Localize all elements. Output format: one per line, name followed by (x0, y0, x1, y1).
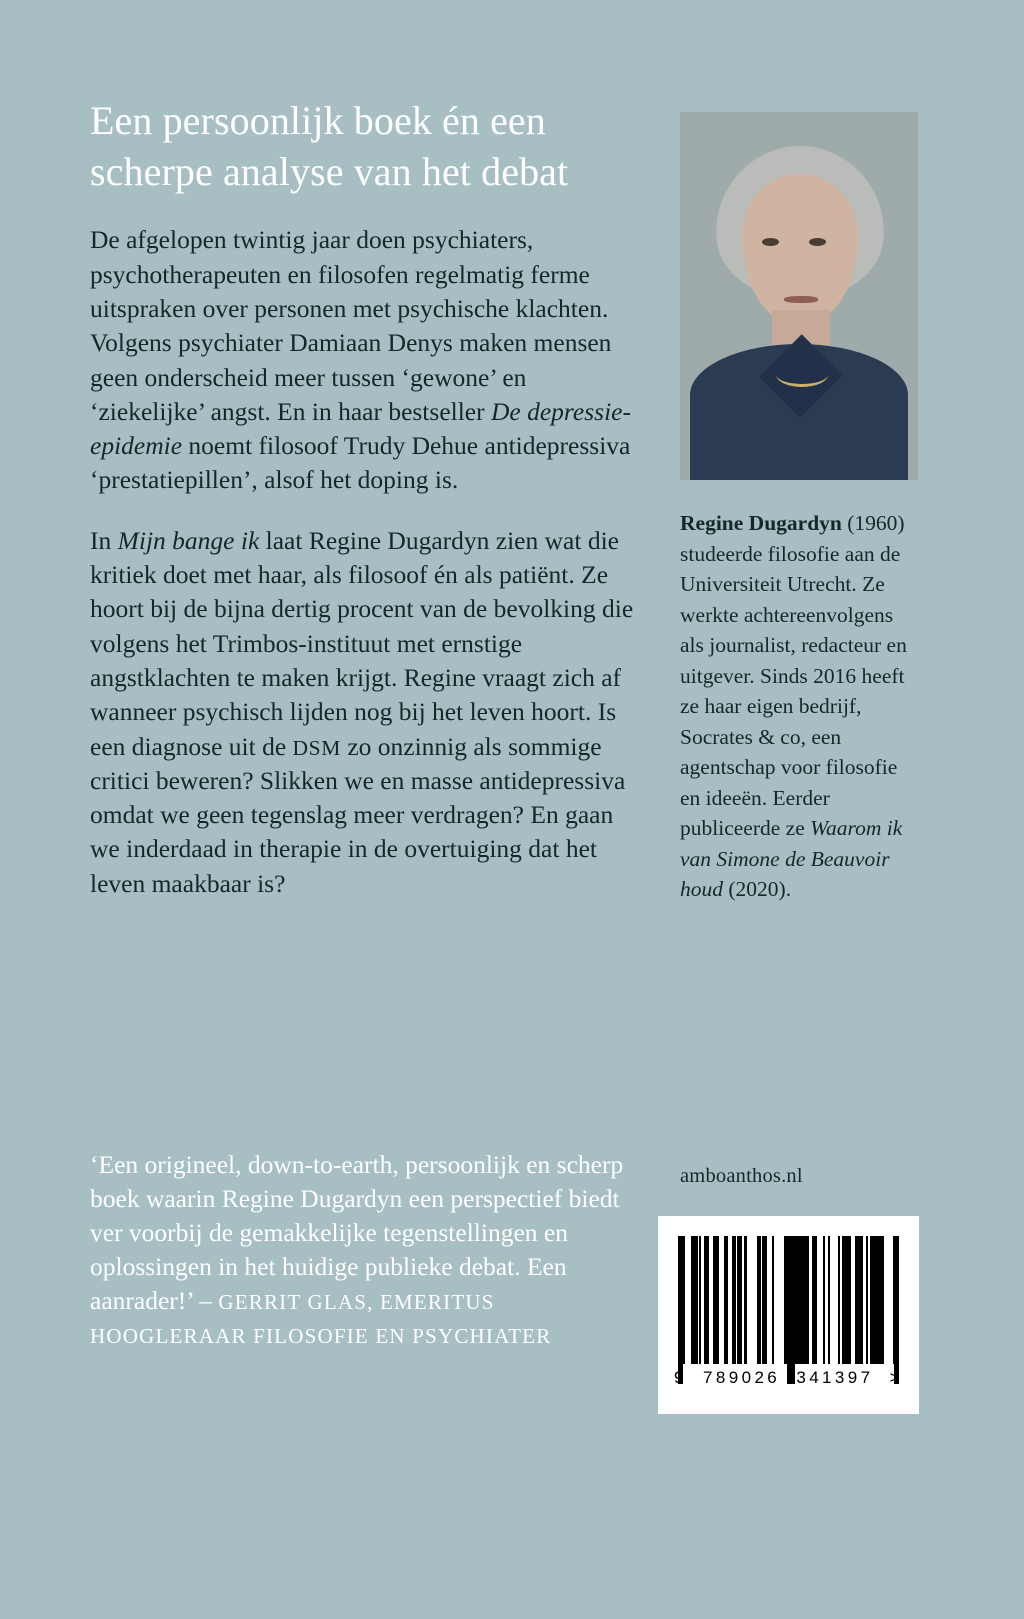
photo-necklace (776, 362, 828, 387)
author-bio-post: (2020). (723, 877, 792, 902)
author-previous-book-title: Waarom ik van Simone de Beauvoir houd (680, 816, 903, 902)
barcode-digit-group-mid: 789026 (703, 1368, 781, 1387)
barcode-digits (674, 1368, 903, 1388)
author-photo (680, 112, 918, 480)
review-quote-text: ‘Een origineel, down-to-earth, persoonlijk en scherp boek waarin Regine Dugardyn een perspectief biedt ver voorbij de gemakkelijke tegenstellingen en oplossingen in het huidige publieke debat. Een aanrader!’ – (90, 1150, 624, 1315)
blurb-paragraph-2-pre: In (90, 525, 118, 555)
page-title: Een persoonlijk boek én een scherpe analyse van het debat (90, 98, 569, 195)
author-name: Regine Dugardyn (680, 511, 842, 535)
main-text-column (90, 95, 640, 927)
barcode-bars (678, 1236, 899, 1364)
publisher-website[interactable]: amboanthos.nl (680, 1165, 803, 1187)
author-column (680, 112, 920, 905)
photo-eye-right (809, 238, 826, 246)
review-quote (90, 1148, 650, 1351)
book-title-italic-mijn-bange-ik: Mijn bange ik (117, 525, 260, 555)
review-quote-attribution: GERRIT GLAS, EMERITUS HOOGLERAAR FILOSOFIE EN PSYCHIATER (90, 1289, 552, 1348)
book-title-italic-depressie: De depressie-epidemie (90, 396, 631, 461)
barcode (658, 1216, 919, 1414)
photo-mouth (784, 296, 818, 303)
barcode-digit-group-left: 9 (674, 1368, 687, 1387)
author-bio-pre: (1960) studeerde filosofie aan de Universiteit Utrecht. Ze werkte achtereenvolgens als journalist, redacteur en uitgever. Sinds 2016 heeft ze haar eigen bedrijf, Socrates & co, een agentschap voor filosofie en ideeën. Eerder publiceerde ze (680, 511, 907, 841)
barcode-digit-group-end: > (889, 1368, 903, 1387)
blurb-paragraph-1-tail: noemt filosoof Trudy Dehue antidepressiva ‘prestatiepillen’, alsof het doping is. (90, 431, 631, 495)
barcode-digit-group-right: 341397 (796, 1368, 874, 1387)
dsm-abbreviation: DSM (292, 735, 341, 760)
blurb-paragraph-2 (90, 524, 640, 901)
blurb-paragraph-1 (90, 223, 640, 497)
blurb-paragraph-2-tail: zo onzinnig als sommige critici beweren? Slikken we en masse antidepressiva omdat we geen tegenslag meer verdragen? En gaan we inderdaad in therapie in de overtuiging dat het leven maakbaar is? (90, 731, 626, 898)
blurb-paragraph-2-mid: laat Regine Dugardyn zien wat die kritiek doet met haar, als filosoof én als patiënt. Ze hoort bij de bijna dertig procent van de bevolking die volgens het Trimbos-instituut met ernstige angstklachten te maken krijgt. Regine vraagt zich af wanneer psychisch lijden nog bij het leven hoort. Is een diagnose uit de (90, 525, 634, 761)
blurb-paragraph-1-text: De afgelopen twintig jaar doen psychiaters, psychotherapeuten en filosofen regelmatig ferme uitspraken over personen met psychische klachten. Volgens psychiater Damiaan Denys maken mensen geen onderscheid meer tussen ‘gewone’ en ‘ziekelijke’ angst. En in haar bestseller (90, 225, 612, 426)
author-bio (680, 508, 920, 905)
photo-eye-left (762, 238, 779, 246)
